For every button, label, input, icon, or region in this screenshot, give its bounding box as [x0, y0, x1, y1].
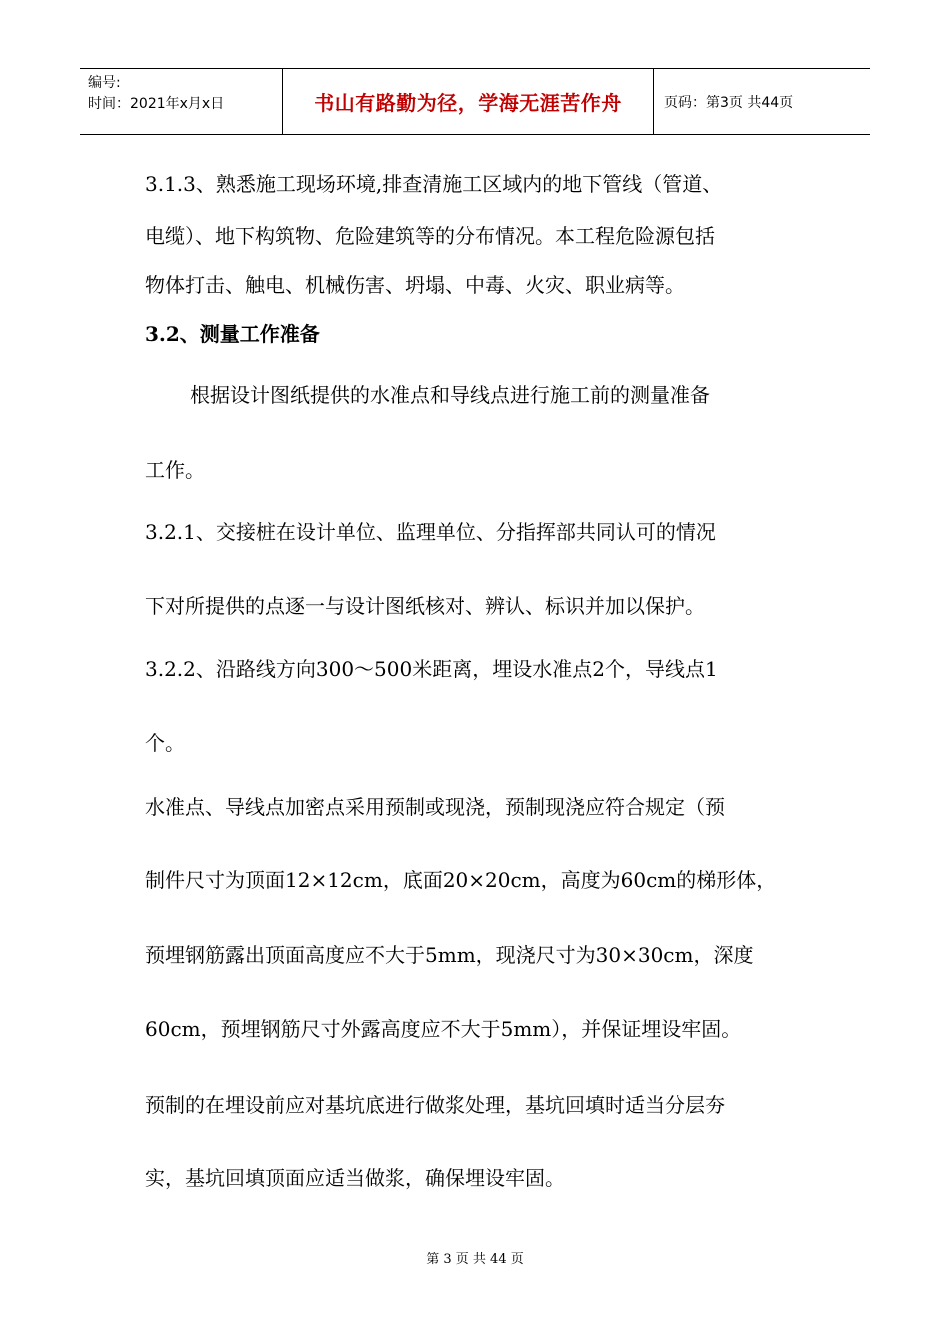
body-line: 工作。	[145, 458, 205, 482]
header-page-info: 页码：第3页 共44页	[664, 94, 794, 111]
body-line: 预制的在埋设前应对基坑底进行做浆处理，基坑回填时适当分层夯	[145, 1093, 725, 1117]
page-footer: 第 3 页 共 44 页	[426, 1252, 524, 1267]
body-line: 个。	[145, 731, 185, 755]
body-line: 实，基坑回填顶面应适当做浆，确保埋设牢固。	[145, 1166, 565, 1190]
body-line: 3.2.1、交接桩在设计单位、监理单位、分指挥部共同认可的情况	[145, 520, 716, 544]
header-motto: 书山有路勤为径，学海无涯苦作舟	[282, 69, 654, 134]
time-label: 时间：2021年x月x日	[88, 96, 225, 112]
body-line: 下对所提供的点逐一与设计图纸核对、辨认、标识并加以保护。	[145, 594, 705, 618]
document-header	[80, 68, 870, 135]
body-line: 根据设计图纸提供的水准点和导线点进行施工前的测量准备	[190, 383, 710, 407]
body-line: 水准点、导线点加密点采用预制或现浇，预制现浇应符合规定（预	[145, 795, 725, 819]
body-line: 预埋钢筋露出顶面高度应不大于5mm，现浇尺寸为30×30cm，深度	[145, 943, 754, 967]
body-line: 物体打击、触电、机械伤害、坍塌、中毒、火灾、职业病等。	[145, 273, 685, 297]
body-line: 60cm，预埋钢筋尺寸外露高度应不大于5mm），并保证埋设牢固。	[145, 1017, 742, 1041]
body-line: 制件尺寸为顶面12×12cm，底面20×20cm，高度为60cm的梯形体，	[145, 868, 777, 892]
body-line: 3.2.2、沿路线方向300～500米距离，埋设水准点2个，导线点1	[145, 657, 718, 681]
body-line: 3.1.3、熟悉施工现场环境,排查清施工区域内的地下管线（管道、	[145, 172, 723, 196]
header-meta	[80, 69, 282, 134]
serial-label: 编号:	[88, 75, 121, 91]
section-heading: 3.2、测量工作准备	[145, 322, 320, 346]
body-line: 电缆）、地下构筑物、危险建筑等的分布情况。本工程危险源包括	[145, 224, 715, 248]
